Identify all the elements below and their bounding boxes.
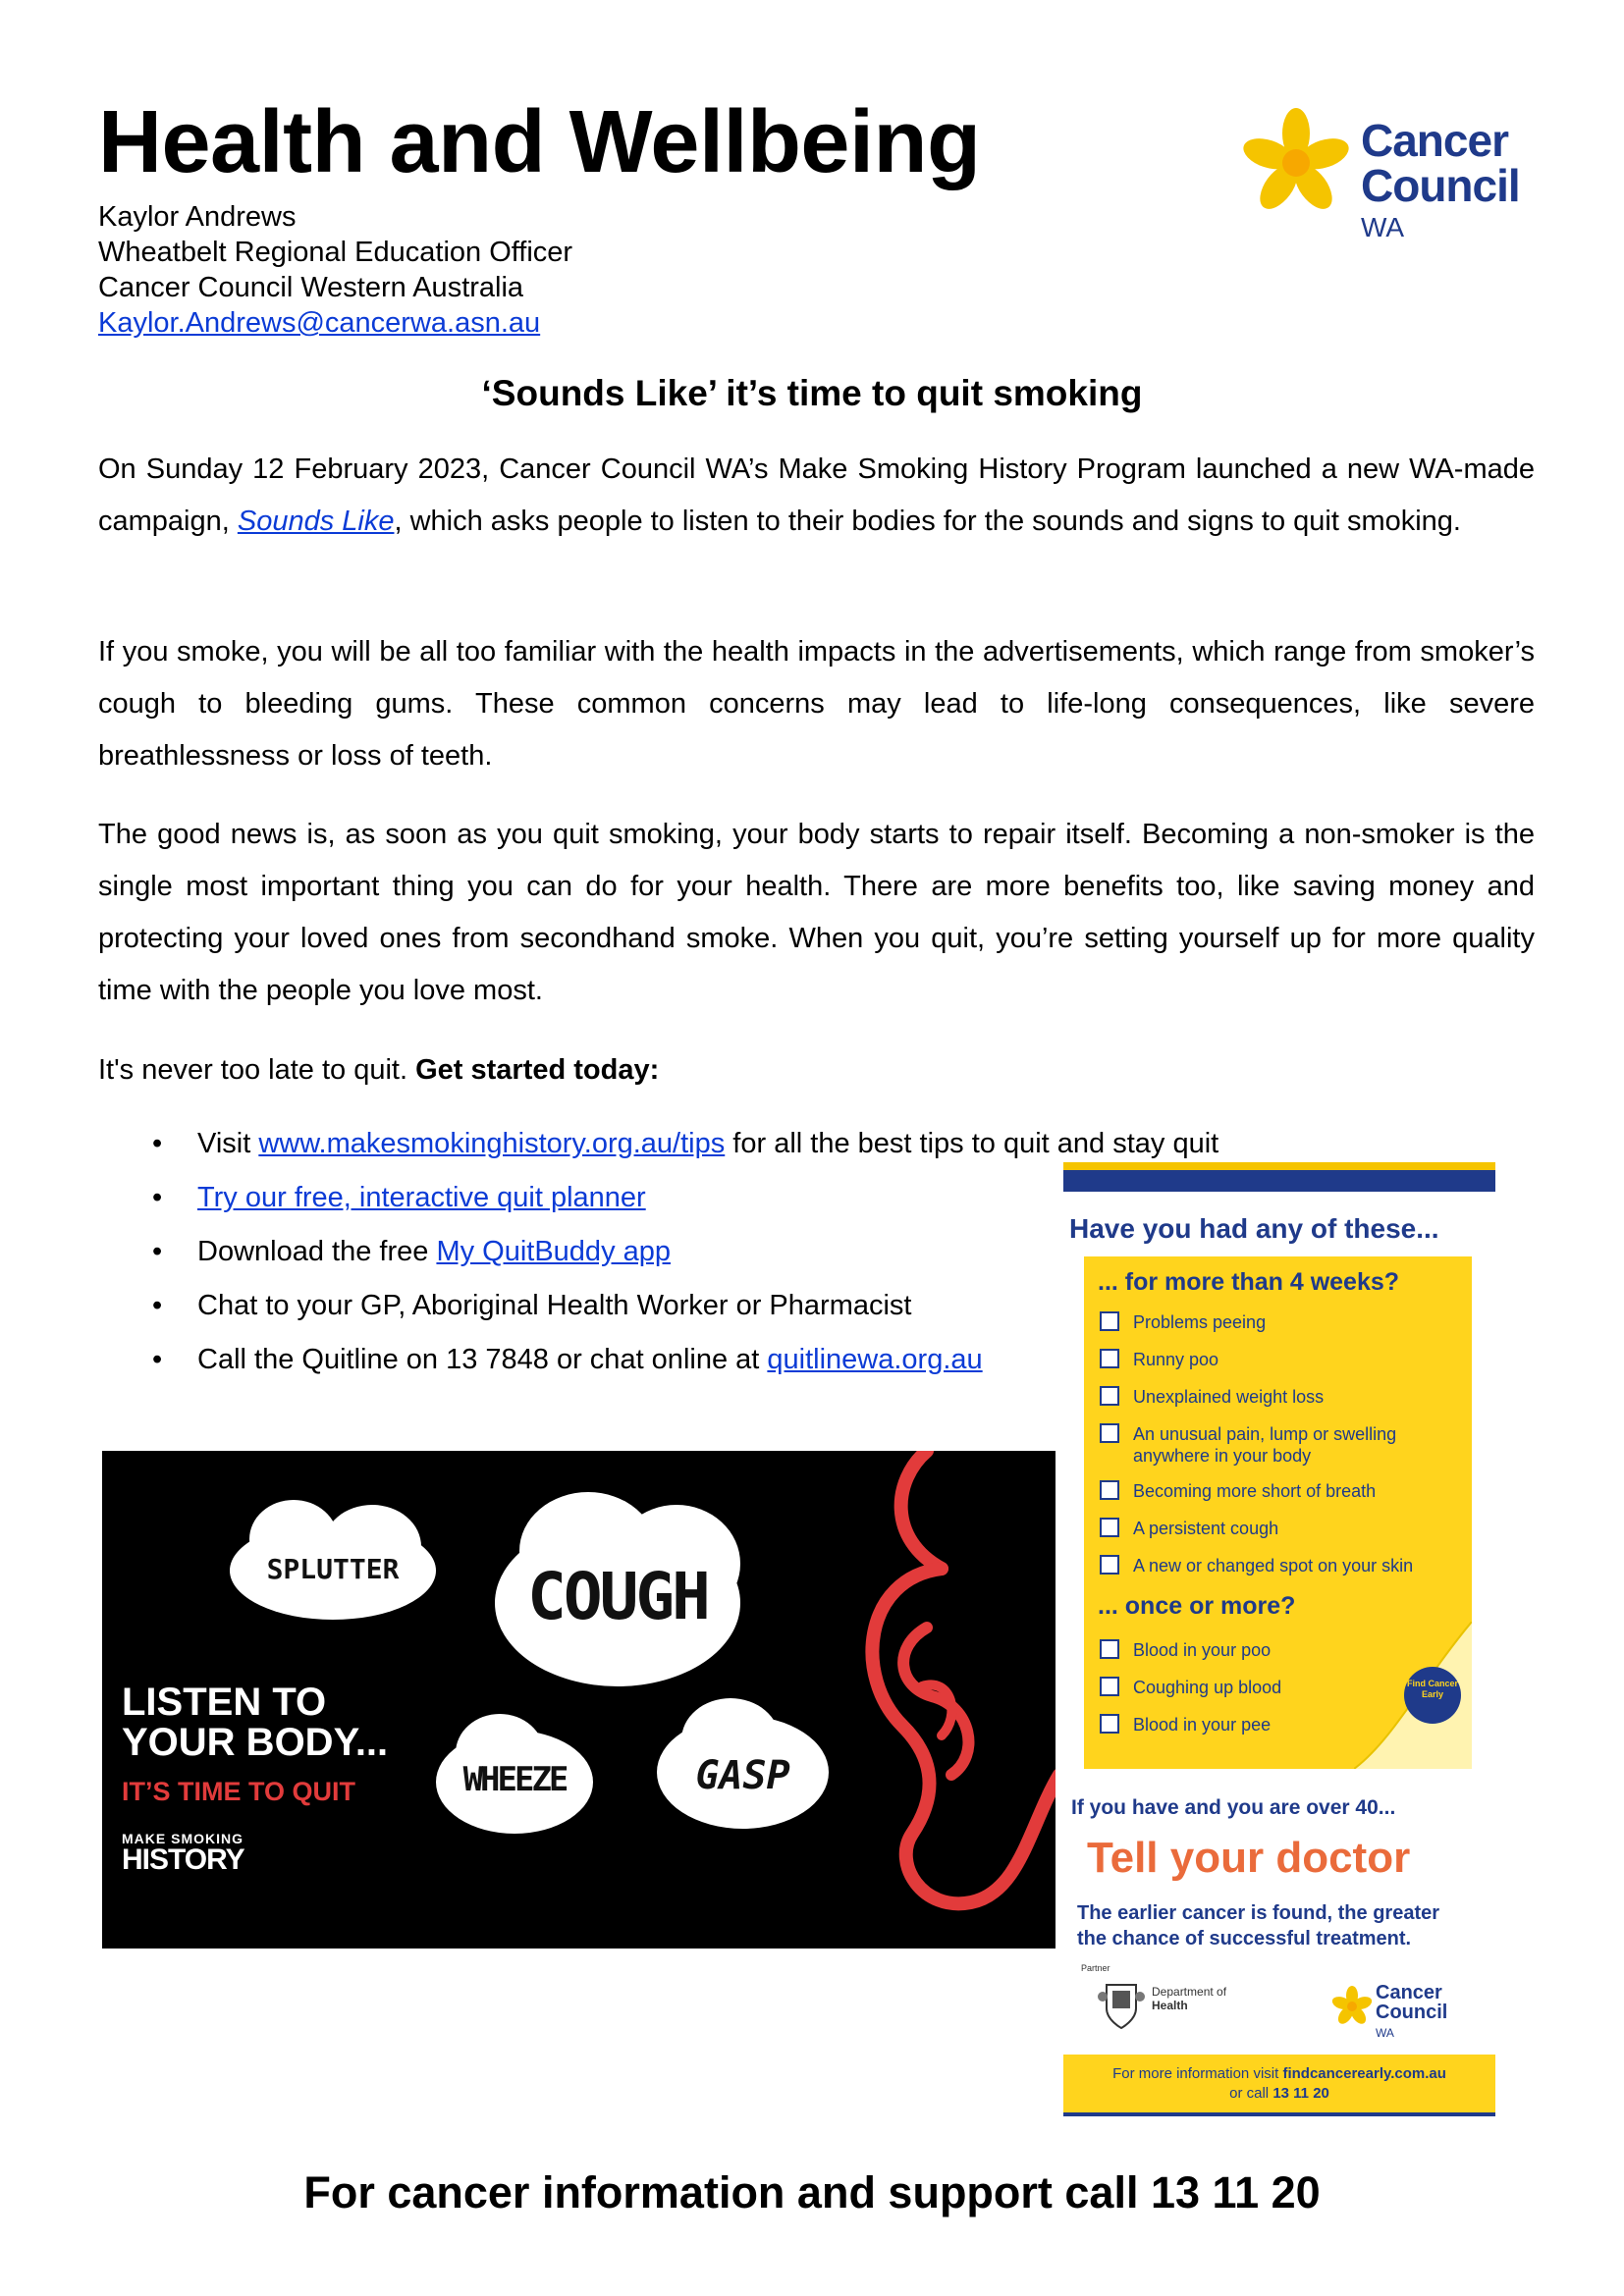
checklist-item: A new or changed spot on your skin bbox=[1100, 1555, 1447, 1576]
paragraph-get-started: It's never too late to quit. Get started today: bbox=[98, 1054, 660, 1086]
support-footer: For cancer information and support call 13 11 20 bbox=[303, 2167, 1321, 2217]
checkbox-icon bbox=[1100, 1423, 1119, 1443]
daffodil-icon bbox=[1239, 108, 1352, 221]
checkbox-icon bbox=[1100, 1677, 1119, 1696]
list-item: • Download the free My QuitBuddy app bbox=[98, 1225, 1218, 1279]
daffodil-icon bbox=[1330, 1985, 1374, 2028]
government-crest-icon bbox=[1097, 1977, 1146, 2032]
checklist-heading-once: ... once or more? bbox=[1098, 1592, 1296, 1620]
department-of-health-logo: Department of Health bbox=[1152, 1985, 1227, 2012]
sounds-like-link[interactable]: Sounds Like bbox=[237, 506, 395, 537]
flyer-footer: For more information visit findcancerearly.com.au or call 13 11 20 bbox=[1063, 2055, 1495, 2116]
page-title: Health and Wellbeing bbox=[98, 93, 981, 191]
flyer-question: Have you had any of these... bbox=[1069, 1213, 1439, 1244]
tell-your-doctor-heading: Tell your doctor bbox=[1087, 1834, 1411, 1882]
ear-icon bbox=[834, 1451, 1056, 1949]
bullet-marker: • bbox=[152, 1236, 163, 1267]
author-organisation: Cancer Council Western Australia bbox=[98, 272, 524, 303]
checkbox-icon bbox=[1100, 1639, 1119, 1659]
author-email-link[interactable]: Kaylor.Andrews@cancerwa.asn.au bbox=[98, 307, 541, 339]
author-role: Wheatbelt Regional Education Officer bbox=[98, 237, 573, 268]
quitline-link[interactable]: quitlinewa.org.au bbox=[767, 1344, 983, 1375]
logo-line-council: Council bbox=[1361, 160, 1520, 211]
checkbox-icon bbox=[1100, 1311, 1119, 1331]
list-item: • Chat to your GP, Aboriginal Health Worker or Pharmacist bbox=[98, 1279, 1218, 1333]
make-smoking-history-logo: HISTORY bbox=[122, 1843, 244, 1876]
checklist-item: Problems peeing bbox=[1100, 1311, 1447, 1333]
bullet-marker: • bbox=[152, 1128, 163, 1159]
make-smoking-history-label: MAKE SMOKING bbox=[122, 1831, 244, 1846]
list-item bbox=[98, 1171, 1218, 1225]
findcancerearly-site: findcancerearly.com.au bbox=[1282, 2065, 1446, 2082]
earlier-detection-text: The earlier cancer is found, the greater the chance of successful treatment. bbox=[1077, 1902, 1440, 1949]
checklist-item: Coughing up blood bbox=[1100, 1677, 1447, 1698]
splutter-word: SPLUTTER bbox=[266, 1553, 400, 1585]
checklist-item: A persistent cough bbox=[1100, 1518, 1447, 1539]
checkbox-icon bbox=[1100, 1386, 1119, 1406]
tips-link[interactable]: www.makesmokinghistory.org.au/tips bbox=[258, 1128, 726, 1159]
find-cancer-early-badge: Find Cancer Early bbox=[1404, 1667, 1461, 1724]
checkbox-icon bbox=[1100, 1714, 1119, 1734]
checkbox-icon bbox=[1100, 1555, 1119, 1575]
wheeze-word: WHEEZE bbox=[462, 1760, 567, 1799]
listen-to-your-body-text: LISTEN TO YOUR BODY... bbox=[122, 1681, 389, 1764]
checklist-item: Blood in your poo bbox=[1100, 1639, 1447, 1661]
paragraph-good-news: The good news is, as soon as you quit smoking, your body starts to repair itself. Becoming a non-smoker is the single most important thing you can do for your health. There are more benefits too, like saving money and protecting your loved ones from secondhand smoke. When you quit, you’re setting yourself up for more quality time with the people you love most. bbox=[98, 819, 1535, 1006]
cancer-council-logo bbox=[1239, 100, 1534, 247]
bullet-marker: • bbox=[152, 1290, 163, 1321]
cancer-council-small-region: WA bbox=[1376, 2026, 1394, 2040]
checklist-heading-weeks: ... for more than 4 weeks? bbox=[1098, 1268, 1400, 1296]
author-name: Kaylor Andrews bbox=[98, 201, 297, 233]
symptom-checklist bbox=[1084, 1256, 1472, 1769]
checklist-item: Blood in your pee bbox=[1100, 1714, 1447, 1735]
if-over-40-text: If you have and you are over 40... bbox=[1071, 1796, 1396, 1819]
list-item: • Call the Quitline on 13 7848 or chat online at quitlinewa.org.au bbox=[98, 1333, 1218, 1387]
author-block bbox=[98, 199, 572, 341]
quitbuddy-app-link[interactable]: My QuitBuddy app bbox=[436, 1236, 672, 1267]
logo-line-cancer: Cancer bbox=[1361, 115, 1508, 166]
checkbox-icon bbox=[1100, 1518, 1119, 1537]
list-item: • Visit www.makesmokinghistory.org.au/tips for all the best tips to quit and stay quit bbox=[98, 1117, 1218, 1171]
bullet-marker: • bbox=[152, 1344, 163, 1375]
checklist-item: Becoming more short of breath bbox=[1100, 1480, 1447, 1502]
cough-word: COUGH bbox=[527, 1559, 708, 1634]
paragraph-health-impacts: If you smoke, you will be all too familiar with the health impacts in the advertisements, which range from smoker’s cough to bleeding gums. These common concerns may lead to life-long consequences, like severe breathlessness or loss of teeth. bbox=[98, 636, 1535, 772]
partner-label: Partner bbox=[1081, 1963, 1110, 1973]
flyer-phone: 13 11 20 bbox=[1272, 2085, 1329, 2102]
checkbox-icon bbox=[1100, 1349, 1119, 1368]
paragraph-campaign-launch: On Sunday 12 February 2023, Cancer Council WA’s Make Smoking History Program launched a new WA-made campaign, Sounds Like, which asks people to listen to their bodies for the sounds and signs to quit smoking. bbox=[98, 454, 1535, 537]
logo-region: WA bbox=[1361, 212, 1405, 242]
checklist-item: Runny poo bbox=[1100, 1349, 1447, 1370]
gasp-word: GASP bbox=[695, 1753, 790, 1798]
bullet-marker: • bbox=[152, 1182, 163, 1213]
quit-tips-list bbox=[98, 1117, 1218, 1387]
quit-planner-link[interactable]: Try our free, interactive quit planner bbox=[197, 1182, 646, 1213]
checklist-item: An unusual pain, lump or swelling anywhere in your body bbox=[1100, 1423, 1447, 1467]
campaign-poster bbox=[102, 1451, 1056, 1949]
checkbox-icon bbox=[1100, 1480, 1119, 1500]
cancer-council-small-logo: Cancer Council bbox=[1376, 1982, 1448, 2023]
time-to-quit-text: IT’S TIME TO QUIT bbox=[122, 1777, 356, 1806]
checklist-item: Unexplained weight loss bbox=[1100, 1386, 1447, 1408]
article-headline: ‘Sounds Like’ it’s time to quit smoking bbox=[481, 373, 1143, 413]
find-cancer-early-flyer bbox=[1063, 1162, 1495, 2116]
